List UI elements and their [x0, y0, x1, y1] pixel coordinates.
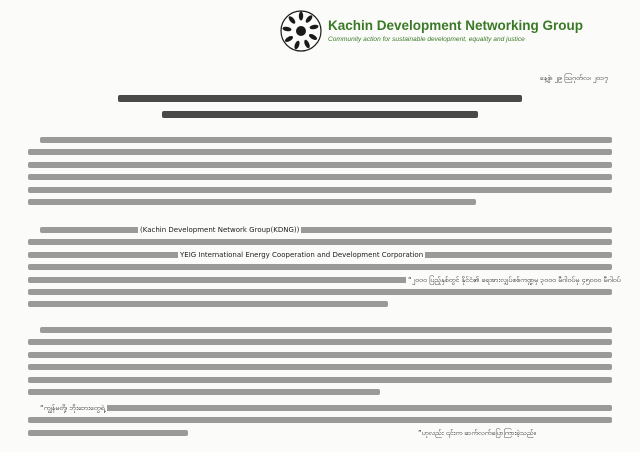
redacted-line: [28, 187, 612, 193]
press-release-heading: [60, 95, 580, 104]
redacted-line: [28, 389, 380, 395]
redacted-line: [28, 352, 612, 358]
redacted-line: [28, 289, 612, 295]
document-date: နေ့စွဲ၊ ၂၉ ဩဂုတ်လ၊ ၂၀၁၇: [539, 74, 608, 82]
redacted-line: [40, 227, 612, 233]
redacted-line: [28, 430, 188, 436]
redacted-line: [28, 199, 476, 205]
redacted-line: [28, 339, 612, 345]
paragraph-2: [28, 224, 621, 311]
redacted-line: [118, 95, 522, 102]
paragraph-1: [28, 134, 612, 208]
redacted-line: [28, 264, 612, 270]
redacted-line: [28, 174, 612, 180]
paragraph-3: [28, 324, 612, 398]
redacted-line: [40, 137, 612, 143]
redacted-line: [162, 111, 478, 118]
redacted-line: [28, 149, 612, 155]
kdng-leaf-wreath-icon: [280, 10, 322, 52]
redacted-line: [40, 405, 612, 411]
redacted-line: [28, 364, 612, 370]
redacted-line: [28, 417, 612, 423]
redacted-line: [28, 162, 612, 168]
letterhead: [280, 10, 630, 52]
yeig-company-reference: YEIG International Energy Cooperation and Development Corporation: [180, 250, 424, 259]
redacted-line: [28, 377, 612, 383]
press-release-subheading: [60, 111, 580, 120]
quote-opening: “ကျွန်မတို့၊ ဘိုးဘေးတွေရဲ့: [40, 404, 105, 412]
redacted-line: [40, 327, 612, 333]
kdng-reference: (Kachin Development Network Group(KDNG)): [140, 226, 300, 234]
org-name: Kachin Development Networking Group: [328, 18, 584, 33]
paragraph-4: [28, 402, 612, 439]
quote-closing: ”ဟုလည်း ၎င်းက ဆက်လက်ပြောကြားခဲ့သည်။: [418, 428, 536, 437]
redacted-line: [28, 239, 612, 245]
org-tagline: Community action for sustainable development, equality and justice: [328, 36, 525, 43]
redacted-line: [28, 301, 388, 307]
capacity-figures: “၂၀၀၀ ပြည့်နှစ်တွင် နိုင်ငံ၏ ရေအားလျှပ်စစ်ကဏ္ဍမှ ၃၀၀၀ မီဂါဝပ်မှ ၄၅၀၀၀ မီဂါဝပ်: [408, 275, 621, 284]
